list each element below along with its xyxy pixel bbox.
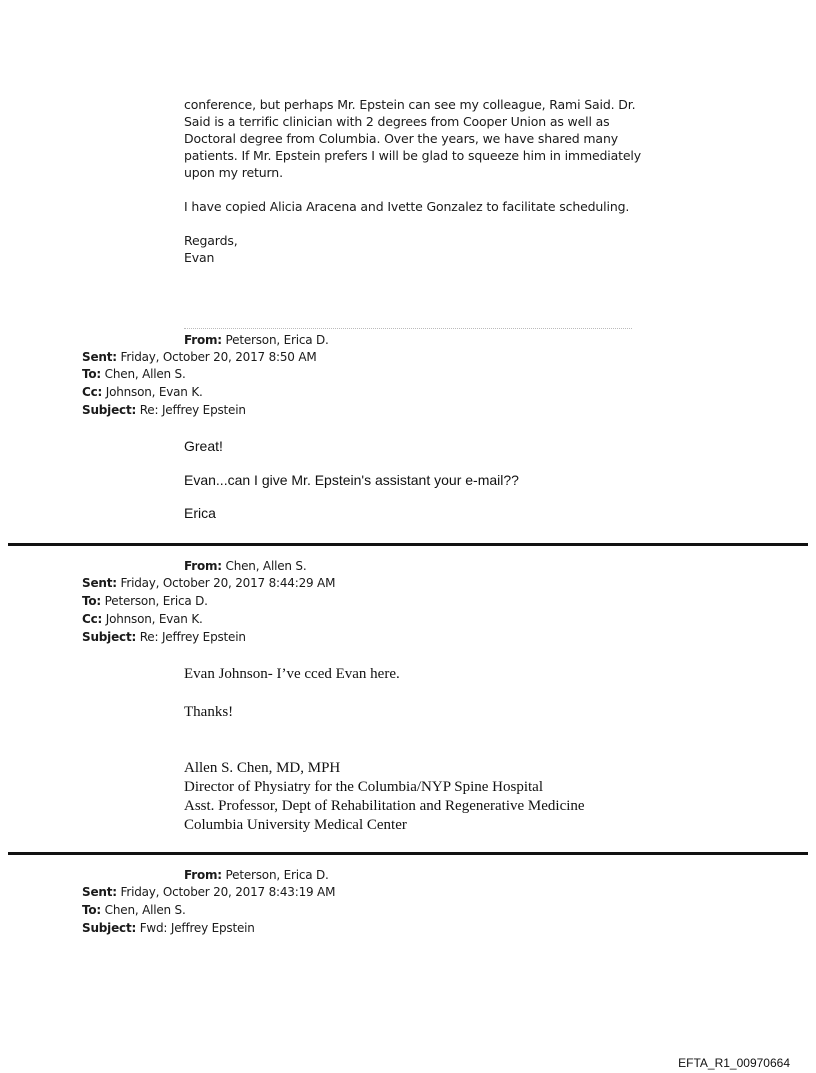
message-body-evan <box>184 96 654 266</box>
separator-rule <box>8 852 808 855</box>
header-from: From: Chen, Allen S. <box>184 559 307 573</box>
signature: Evan <box>184 250 215 265</box>
header-to: To: Chen, Allen S. <box>82 903 186 917</box>
to-value: Chen, Allen S. <box>104 903 186 917</box>
sent-value: Friday, October 20, 2017 8:44:29 AM <box>120 576 336 590</box>
email-signature <box>184 759 585 835</box>
header-cc: Cc: Johnson, Evan K. <box>82 385 203 399</box>
to-value: Peterson, Erica D. <box>104 594 208 608</box>
header-sent: Sent: Friday, October 20, 2017 8:44:29 AM <box>82 576 336 590</box>
body-line: I have copied Alicia Aracena and Ivette Gonzalez to facilitate scheduling. <box>184 199 630 214</box>
body-line: Evan...can I give Mr. Epstein's assistant your e-mail?? <box>184 472 519 488</box>
signature-line: Columbia University Medical Center <box>184 817 407 833</box>
header-subject: Subject: Fwd: Jeffrey Epstein <box>82 921 255 935</box>
header-to: To: Chen, Allen S. <box>82 367 186 381</box>
body-line: conference, but perhaps Mr. Epstein can see my colleague, Rami Said. Dr. <box>184 97 636 112</box>
body-line: patients. If Mr. Epstein prefers I will be glad to squeeze him in immediately <box>184 148 641 163</box>
subject-value: Fwd: Jeffrey Epstein <box>139 921 255 935</box>
cc-value: Johnson, Evan K. <box>105 385 203 399</box>
header-sent: Sent: Friday, October 20, 2017 8:43:19 AM <box>82 885 336 899</box>
header-from: From: Peterson, Erica D. <box>184 868 329 882</box>
sent-value: Friday, October 20, 2017 8:43:19 AM <box>120 885 336 899</box>
header-cc: Cc: Johnson, Evan K. <box>82 612 203 626</box>
body-line: Said is a terrific clinician with 2 degrees from Cooper Union as well as <box>184 114 610 129</box>
signature-line: Director of Physiatry for the Columbia/NYP Spine Hospital <box>184 779 543 795</box>
header-subject: Subject: Re: Jeffrey Epstein <box>82 630 246 644</box>
body-line: upon my return. <box>184 165 283 180</box>
separator-rule <box>8 543 808 546</box>
body-line: Thanks! <box>184 704 234 720</box>
header-from: From: Peterson, Erica D. <box>184 333 329 347</box>
sent-value: Friday, October 20, 2017 8:50 AM <box>120 350 317 364</box>
signature-line: Asst. Professor, Dept of Rehabilitation and Regenerative Medicine <box>184 798 585 814</box>
header-sent: Sent: Friday, October 20, 2017 8:50 AM <box>82 350 317 364</box>
separator-dotted <box>184 328 632 329</box>
from-value: Chen, Allen S. <box>225 559 307 573</box>
subject-value: Re: Jeffrey Epstein <box>139 630 246 644</box>
body-line: Erica <box>184 505 216 521</box>
body-line: Evan Johnson- I’ve cced Evan here. <box>184 666 400 682</box>
to-value: Chen, Allen S. <box>104 367 186 381</box>
document-id: EFTA_R1_00970664 <box>678 1056 790 1070</box>
closing: Regards, <box>184 233 238 248</box>
subject-value: Re: Jeffrey Epstein <box>139 403 246 417</box>
header-to: To: Peterson, Erica D. <box>82 594 208 608</box>
cc-value: Johnson, Evan K. <box>105 612 203 626</box>
from-value: Peterson, Erica D. <box>225 333 329 347</box>
body-line: Great! <box>184 438 223 454</box>
from-value: Peterson, Erica D. <box>225 868 329 882</box>
header-subject: Subject: Re: Jeffrey Epstein <box>82 403 246 417</box>
body-line: Doctoral degree from Columbia. Over the years, we have shared many <box>184 131 618 146</box>
signature-line: Allen S. Chen, MD, MPH <box>184 760 341 776</box>
